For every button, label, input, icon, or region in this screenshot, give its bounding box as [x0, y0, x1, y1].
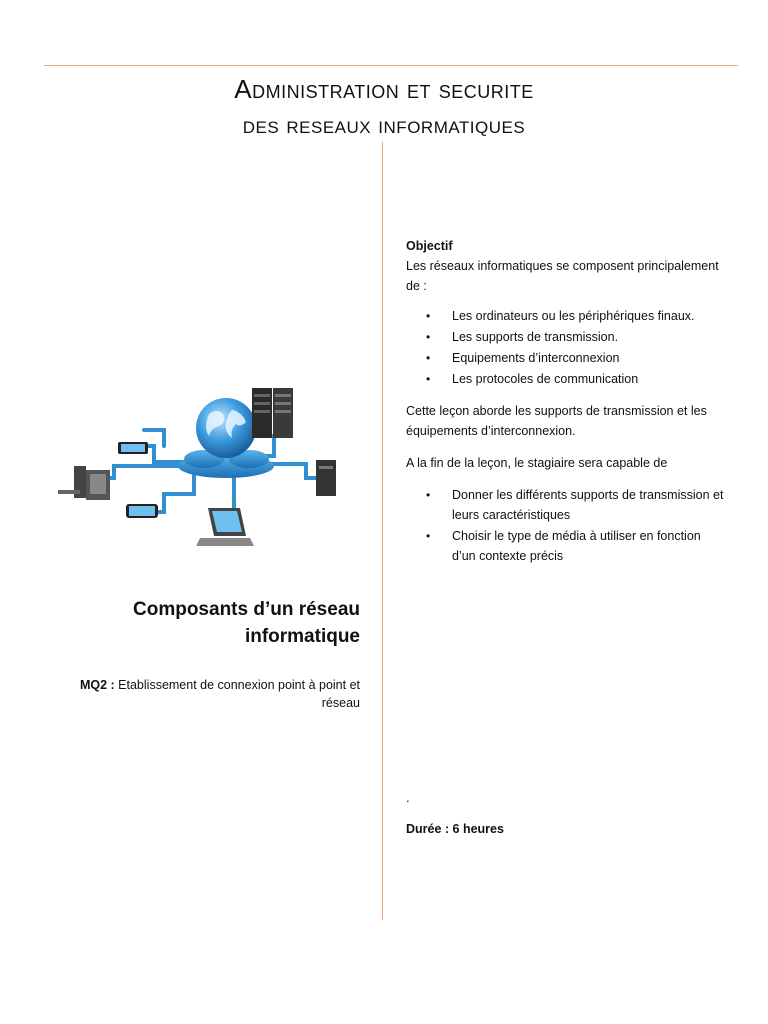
objective-heading: Objectif — [406, 239, 453, 253]
lesson-scope: Cette leçon aborde les supports de transmission et les équipements d’interconnexion. — [406, 404, 707, 438]
list-item: • Les ordinateurs ou les périphériques finaux. — [406, 306, 726, 326]
desktop-icon — [316, 460, 336, 496]
bullet-icon: • — [426, 309, 431, 323]
list-item: • Donner les différents supports de transmission et leurs caractéristiques — [406, 485, 726, 525]
title-line-2: des reseaux informatiques — [242, 112, 526, 139]
components-list — [406, 306, 726, 389]
list-item: • Equipements d’interconnexion — [406, 348, 726, 368]
title-line-1: Administration et securite — [234, 74, 534, 104]
desktop-icon — [58, 466, 110, 500]
globe-icon — [196, 398, 256, 458]
bullet-icon: • — [426, 529, 431, 543]
capable-intro: A la fin de la leçon, le stagiaire sera capable de — [406, 456, 668, 470]
bullet-icon: • — [426, 351, 431, 365]
objective-intro: Les réseaux informatiques se composent principalement de : — [406, 259, 719, 293]
phone-icon — [126, 504, 158, 518]
bullet-icon: • — [426, 330, 431, 344]
module-subtitle — [56, 676, 360, 712]
list-item: • Choisir le type de média à utiliser en fonction d’un contexte précis — [406, 526, 726, 566]
column-divider — [382, 142, 383, 920]
lesson-title: Composants d’un réseau informatique — [133, 599, 360, 647]
top-divider — [44, 65, 738, 66]
module-text: Etablissement de connexion point à point et réseau — [118, 678, 360, 710]
server-icon — [252, 388, 293, 438]
list-item: • Les supports de transmission. — [406, 327, 726, 347]
goals-list — [406, 485, 726, 566]
module-code: MQ2 : — [79, 678, 115, 692]
bullet-icon: • — [426, 488, 431, 502]
duration: Durée : 6 heures — [406, 822, 504, 836]
objective-section — [406, 236, 726, 578]
bullet-icon: • — [426, 372, 431, 386]
list-item: • Les protocoles de communication — [406, 369, 726, 389]
separator-dot: . — [406, 790, 410, 805]
document-title — [0, 72, 768, 144]
laptop-icon — [196, 508, 254, 546]
phone-icon — [118, 442, 148, 454]
network-illustration — [44, 366, 362, 564]
